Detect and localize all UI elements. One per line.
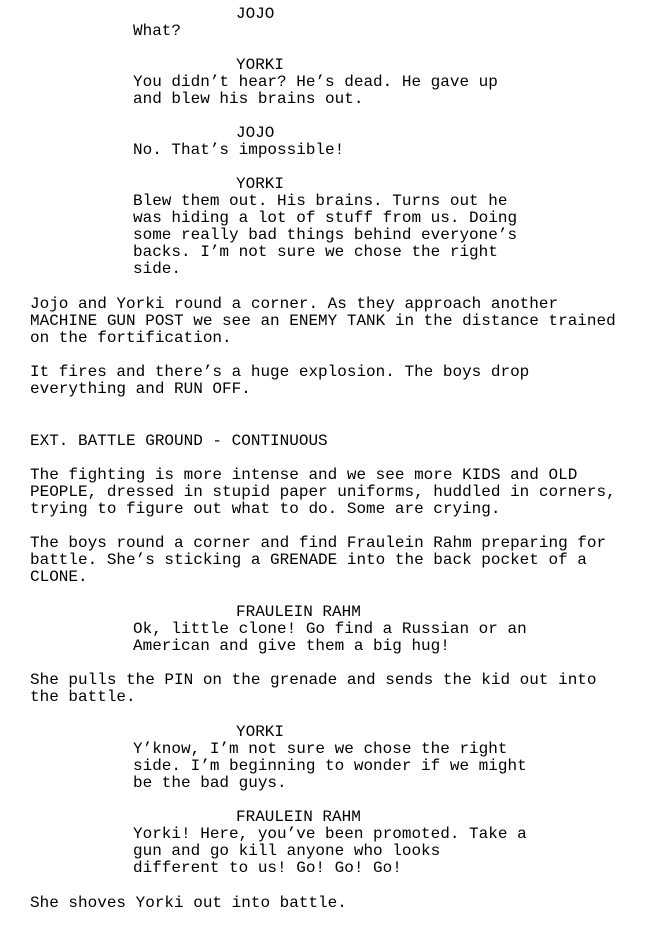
character-name: YORKI [236,723,285,741]
dialogue-line: side. [133,260,182,278]
action-line: Jojo and Yorki round a corner. As they approach another [30,295,559,313]
dialogue-line: gun and go kill anyone who looks [133,842,441,860]
character-name: YORKI [236,56,285,74]
action-line: battle. She’s sticking a GRENADE into the back pocket of a [30,551,587,569]
dialogue-line: be the bad guys. [133,774,287,792]
action-line: CLONE. [30,568,88,586]
scene-heading: EXT. BATTLE GROUND - CONTINUOUS [30,432,328,450]
dialogue-line: and blew his brains out. [133,90,364,108]
action-line: MACHINE GUN POST we see an ENEMY TANK in the distance trained [30,312,616,330]
character-name: FRAULEIN RAHM [236,603,361,621]
dialogue-line: What? [133,22,182,40]
dialogue-line: You didn’t hear? He’s dead. He gave up [133,73,498,91]
action-line: on the fortification. [30,329,232,347]
action-line: everything and RUN OFF. [30,380,251,398]
dialogue-line: some really bad things behind everyone’s [133,226,518,244]
action-line: trying to figure out what to do. Some are crying. [30,500,501,518]
action-line: She shoves Yorki out into battle. [30,894,347,912]
action-line: the battle. [30,688,136,706]
dialogue-line: Blew them out. His brains. Turns out he [133,192,508,210]
action-line: The boys round a corner and find Fraulein Rahm preparing for [30,534,607,552]
action-line: She pulls the PIN on the grenade and sends the kid out into [30,671,597,689]
dialogue-line: No. That’s impossible! [133,141,345,159]
character-name: JOJO [236,124,275,142]
dialogue-line: American and give them a big hug! [133,637,450,655]
character-name: JOJO [236,5,275,23]
action-line: It fires and there’s a huge explosion. The boys drop [30,363,530,381]
character-name: YORKI [236,175,285,193]
dialogue-line: side. I’m beginning to wonder if we might [133,757,527,775]
dialogue-line: Ok, little clone! Go find a Russian or an [133,620,527,638]
dialogue-line: Y’know, I’m not sure we chose the right [133,740,508,758]
dialogue-line: was hiding a lot of stuff from us. Doing [133,209,518,227]
dialogue-line: different to us! Go! Go! Go! [133,859,402,877]
action-line: The fighting is more intense and we see more KIDS and OLD [30,466,578,484]
dialogue-line: backs. I’m not sure we chose the right [133,243,498,261]
character-name: FRAULEIN RAHM [236,808,361,826]
dialogue-line: Yorki! Here, you’ve been promoted. Take a [133,825,527,843]
action-line: PEOPLE, dressed in stupid paper uniforms, huddled in corners, [30,483,616,501]
